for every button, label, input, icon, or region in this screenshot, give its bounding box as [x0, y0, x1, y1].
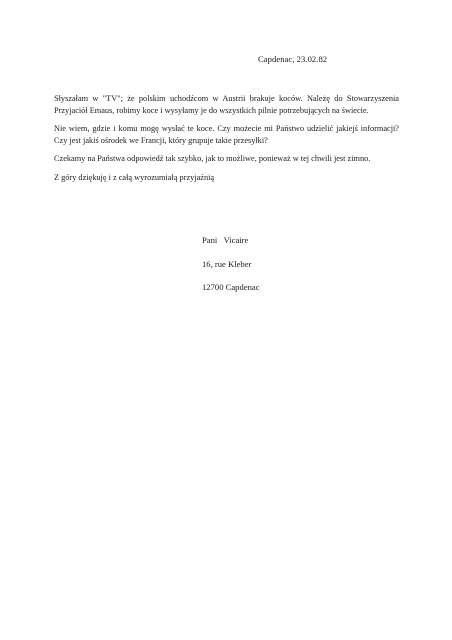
paragraph-3: Czekamy na Państwa odpowiedź tak szybko, jak to możliwe, ponieważ w tej chwili jest zimno. [54, 154, 371, 163]
paragraph-2: Nie wiem, gdzie i komu mogę wysłać te koce. Czy możecie mi Państwo udzielić jakiejś informacji? Czy jest jakiś ośrodek we Francji, który grupuje takie przesyłki? [54, 124, 399, 145]
signature-block [202, 235, 260, 306]
signature-name: Pani Vicaire [202, 235, 249, 245]
signature-city: 12700 Capdenac [202, 282, 260, 292]
paragraph-4: Z góry dziękuję i z całą wyrozumiałą przyjaźnią [54, 172, 215, 182]
signature-street: 16, rue Kleber [202, 258, 252, 269]
place-date: Capdenac, 23.02.82 [258, 54, 328, 64]
letter-body [54, 93, 399, 190]
paragraph-1: Słyszałam w "TV"; że polskim uchodźcom w Austrii brakuje koców. Należę do Stowarzyszenia Przyjaciół Emaus, robimy koce i wysyłamy je do wszystkich pilnie potrzebujących na świecie. [54, 94, 399, 115]
